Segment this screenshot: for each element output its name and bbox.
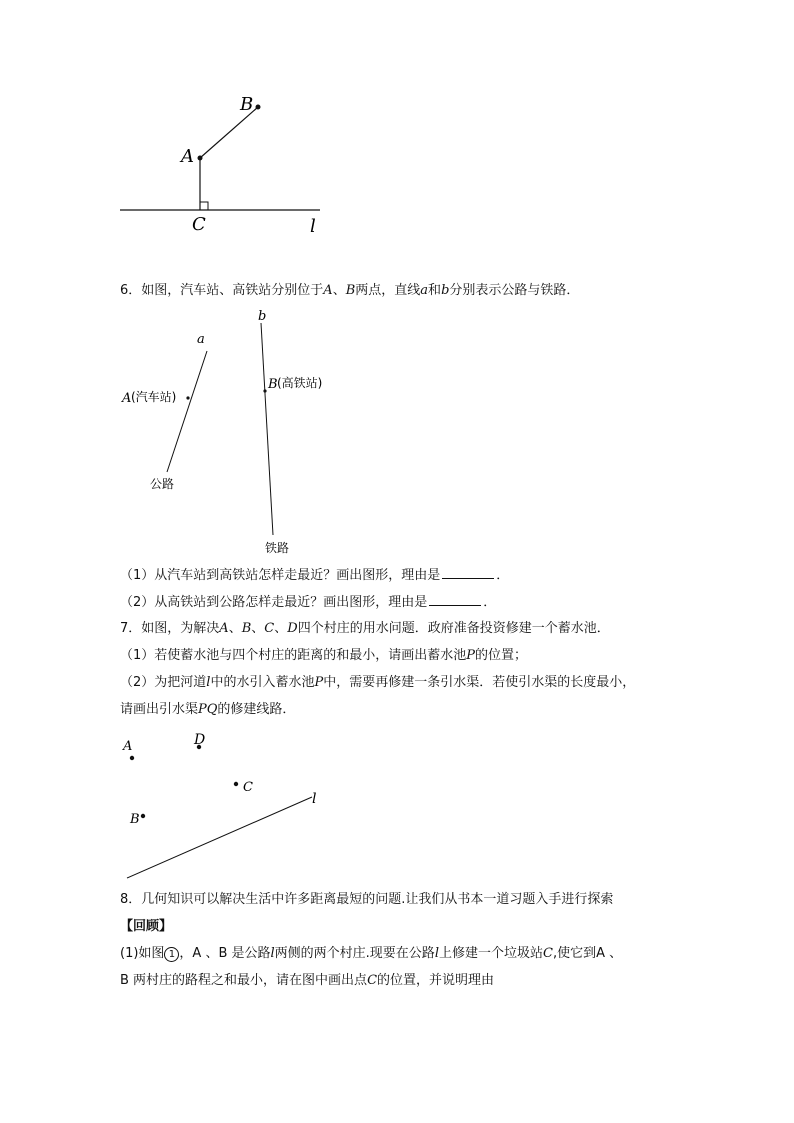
label-B: B [240, 94, 254, 115]
q6-stem: 6．如图，汽车站、高铁站分别位于A、B两点，直线a和b分别表示公路与铁路． [120, 283, 580, 298]
point-C [234, 782, 238, 786]
label-A: A [122, 391, 132, 406]
label-l: l [310, 216, 316, 237]
label-a: a [197, 332, 205, 347]
q8-sub1: (1)如图 1 ，A 、B 是公路l两侧的两个村庄.现要在公路l上修建一个垃圾站C,使它到A 、 [120, 946, 623, 961]
circled-figure-number: 1 [164, 947, 179, 962]
question-number: 7． [120, 621, 142, 636]
label-rail-station: (高铁站) [277, 376, 323, 390]
q8-stem: 8．几何知识可以解决生活中许多距离最短的问题.让我们从书本一道习题入手进行探索 [120, 892, 614, 907]
label-road: 公路 [150, 477, 175, 491]
label-A: A [123, 739, 133, 754]
label-l: l [312, 791, 317, 807]
label-D: D [194, 732, 206, 748]
label-railway: 铁路 [265, 541, 290, 555]
q7-sub2: （2）为把河道l中的水引入蓄水池P中，需要再修建一条引水渠．若使引水渠的长度最小， [120, 675, 636, 690]
label-B: B [268, 377, 278, 392]
label-b: b [258, 309, 267, 324]
q6-sub1: （1）从汽车站到高铁站怎样走最近？画出图形，理由是 ． [120, 568, 510, 583]
label-C: C [243, 780, 253, 795]
q8-review-heading: 【回顾】 [120, 919, 173, 934]
point-A [130, 756, 134, 760]
question-number: 8． [120, 892, 142, 907]
q7-sub1: （1）若使蓄水池与四个村庄的距离的和最小，请画出蓄水池P的位置； [120, 648, 528, 663]
q6-sub2: （2）从高铁站到公路怎样走最近？画出图形，理由是 ． [120, 595, 497, 610]
label-bus-station: (汽车站) [131, 390, 177, 404]
q7-sub2-line2: 请画出引水渠PQ的修建线路． [120, 702, 296, 717]
point-B [141, 814, 145, 818]
label-B: B [130, 812, 140, 827]
q8-sub1-line2: B 两村庄的路程之和最小，请在图中画出点C的位置，并说明理由 [120, 973, 495, 988]
label-C: C [192, 214, 206, 235]
river-line-l [127, 797, 312, 878]
label-A: A [181, 146, 194, 167]
question-number: 6． [120, 283, 142, 298]
q7-stem: 7．如图，为解决A、B、C、D四个村庄的用水问题．政府准备投资修建一个蓄水池． [120, 621, 610, 636]
